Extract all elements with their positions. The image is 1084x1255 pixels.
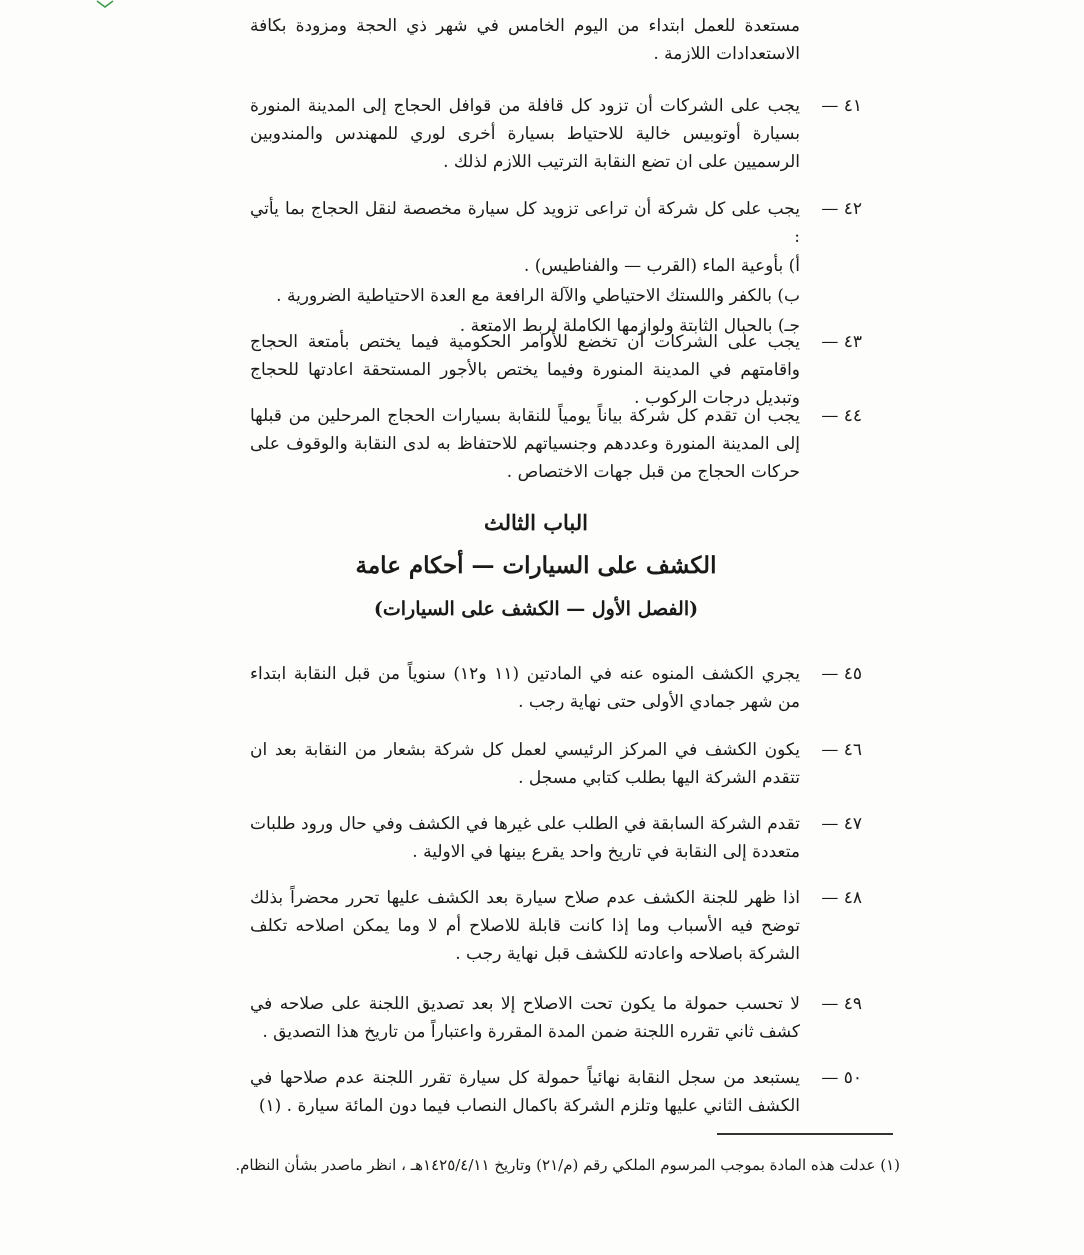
list-item: أ) بأوعية الماء (القرب — والفناطيس) . — [523, 256, 800, 276]
article-text: يجب على الشركات أن تزود كل قافلة من قوافل الحجاج إلى المدينة المنورة بسيارة أوتوبيس خالية للاحتياط بسيارة أخرى لوري للمهندس والمندوبين الرسميين على ان تضع النقابة الترتيب اللازم لذلك . — [250, 96, 800, 172]
part-heading: الباب الثالث — [483, 510, 589, 535]
list-item: ب) بالكفر واللستك الاحتياطي والآلة الرافعة مع العدة الاحتياطية الضرورية . — [276, 286, 800, 306]
article-text: تقدم الشركة السابقة في الطلب على غيرها في الكشف وفي حال ورود طلبات متعددة إلى النقابة في تاريخ واحد يقرع بينها في الاولية . — [250, 814, 800, 862]
article-number: ٤٦ — — [821, 740, 862, 760]
article-text: يكون الكشف في المركز الرئيسي لعمل كل شركة بشعار من النقابة بعد ان تتقدم الشركة اليها بطلب كتابي مسجل . — [250, 740, 800, 788]
article-text: يستبعد من سجل النقابة نهائياً حمولة كل سيارة تقرر اللجنة عدم صلاحها في الكشف الثاني عليها وتلزم الشركة باكمال النصاب فيما دون المائة سيارة . (١) — [250, 1068, 800, 1116]
article-text: يجب على كل شركة أن تراعى تزويد كل سيارة مخصصة لنقل الحجاج بما يأتي : — [250, 199, 800, 247]
article-number: ٤١ — — [821, 96, 862, 116]
article-text: اذا ظهر للجنة الكشف عدم صلاح سيارة بعد الكشف عليها تحرر محضراً بذلك توضح فيه الأسباب وما إذا كانت قابلة للاصلاح أم لا وما يمكن اصلاحه تكلف الشركة باصلاحه واعادته للكشف قبل نهاية رجب . — [250, 888, 800, 964]
article-number: ٤٢ — — [821, 199, 862, 219]
article-text: يجب على الشركات أن تخضع للأوامر الحكومية فيما يختص بأمتعة الحجاج واقامتهم في المدينة المنورة وفيما يختص بالأجور المستحقة اعادتها للحجاج وتبديل درجات الركوب . — [250, 332, 801, 408]
list-item: جـ) بالحبال الثابتة ولوازمها الكاملة لربط الامتعة . — [459, 316, 800, 336]
article-number: ٤٧ — — [821, 814, 862, 834]
continuation-paragraph: مستعدة للعمل ابتداء من اليوم الخامس في شهر ذي الحجة ومزودة بكافة الاستعدادات اللازمة . — [250, 16, 800, 64]
footnote: (١) عدلت هذه المادة بموجب المرسوم الملكي رقم (م/٢١) وتاريخ ١٤٢٥/٤/١١هـ ، انظر ماصدر بشأن النظام. — [235, 1156, 900, 1174]
article-47 — [250, 810, 862, 866]
article-number: ٤٣ — — [821, 332, 862, 352]
article-44 — [250, 402, 862, 486]
article-48 — [250, 884, 862, 968]
article-text: لا تحسب حمولة ما يكون تحت الاصلاح إلا بعد تصديق اللجنة على صلاحه في كشف ثاني تقرره اللجنة ضمن المدة المقررة واعتباراً من تاريخ هذا التصديق . — [250, 994, 800, 1042]
part-title: الكشف على السيارات — أحكام عامة — [355, 552, 717, 579]
footnote-divider — [717, 1133, 893, 1135]
article-text: يجب ان تقدم كل شركة بياناً يومياً للنقابة بسيارات الحجاج المرحلين من قبلها إلى المدينة المنورة وعددهم وجنسياتهم للاحتفاظ به لدى النقابة والوقوف على حركات الحجاج من قبل جهات الاختصاص . — [250, 406, 800, 482]
article-42 — [250, 195, 862, 341]
article-number: ٤٨ — — [821, 888, 862, 908]
article-number: ٤٤ — — [821, 406, 862, 426]
article-text: يجري الكشف المنوه عنه في المادتين (١١ و١٢) سنوياً من قبل النقابة ابتداء من شهر جمادي الأولى حتى نهاية رجب . — [250, 664, 800, 712]
article-45 — [250, 660, 862, 716]
article-49 — [250, 990, 862, 1046]
corner-mark-icon — [96, 0, 114, 8]
article-41 — [250, 92, 862, 176]
article-50 — [250, 1064, 862, 1120]
article-43 — [250, 328, 862, 412]
chapter-title: (الفصل الأول — الكشف على السيارات) — [373, 598, 699, 620]
article-46 — [250, 736, 862, 792]
article-number: ٥٠ — — [821, 1068, 862, 1088]
article-number: ٤٩ — — [821, 994, 862, 1014]
article-number: ٤٥ — — [821, 664, 862, 684]
